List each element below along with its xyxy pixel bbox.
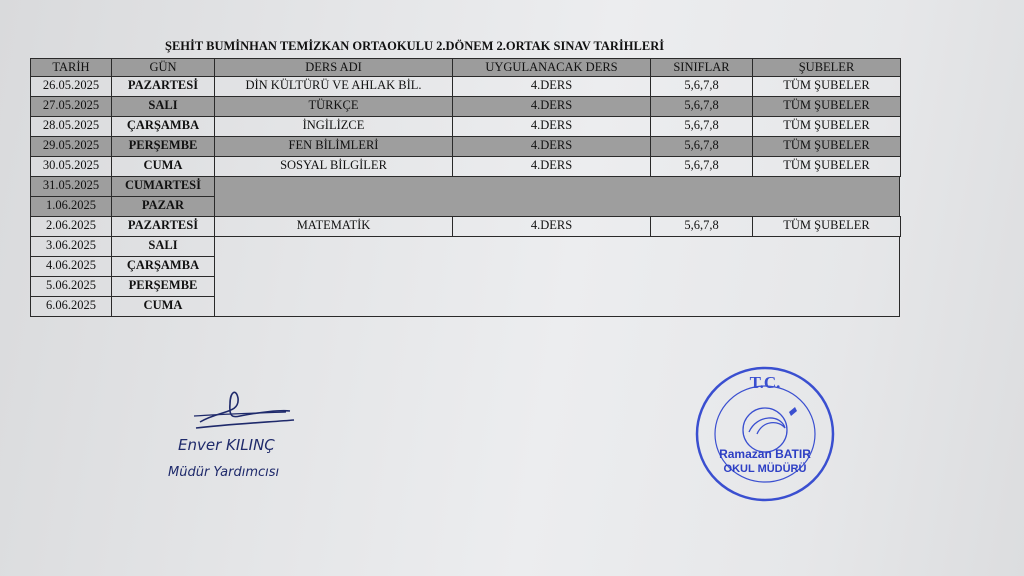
day-cell: PERŞEMBE [111,276,215,297]
classes-cell: 5,6,7,8 [650,96,753,117]
classes-cell: 5,6,7,8 [650,216,753,237]
stamp-name: Ramazan BATIR [719,447,811,461]
sections-cell: TÜM ŞUBELER [752,216,901,237]
date-cell: 2.06.2025 [30,216,112,237]
day-cell: PAZARTESİ [111,216,215,237]
day-cell: PERŞEMBE [111,136,215,157]
classes-cell: 5,6,7,8 [650,156,753,177]
date-cell: 1.06.2025 [30,196,112,217]
day-cell: CUMARTESİ [111,176,215,197]
day-cell: PAZAR [111,196,215,217]
period-cell: 4.DERS [452,216,651,237]
date-cell: 30.05.2025 [30,156,112,177]
period-cell: 4.DERS [452,156,651,177]
column-header: UYGULANACAK DERS [452,58,651,77]
exam-schedule-table [30,58,900,318]
period-cell: 4.DERS [452,96,651,117]
document-title: ŞEHİT BUMİNHAN TEMİZKAN ORTAOKULU 2.DÖNEM 2.ORTAK SINAV TARİHLERİ [165,39,665,53]
column-header: DERS ADI [214,58,453,77]
date-cell: 26.05.2025 [30,76,112,97]
column-header: SINIFLAR [650,58,753,77]
period-cell: 4.DERS [452,76,651,97]
day-cell: PAZARTESİ [111,76,215,97]
sections-cell: TÜM ŞUBELER [752,76,901,97]
course-cell: TÜRKÇE [214,96,453,117]
date-cell: 27.05.2025 [30,96,112,117]
classes-cell: 5,6,7,8 [650,76,753,97]
date-cell: 5.06.2025 [30,276,112,297]
day-cell: ÇARŞAMBA [111,116,215,137]
day-cell: CUMA [111,296,215,317]
course-cell: FEN BİLİMLERİ [214,136,453,157]
column-header: GÜN [111,58,215,77]
sections-cell: TÜM ŞUBELER [752,156,901,177]
classes-cell: 5,6,7,8 [650,136,753,157]
date-cell: 28.05.2025 [30,116,112,137]
sections-cell: TÜM ŞUBELER [752,96,901,117]
column-header: TARİH [30,58,112,77]
day-cell: SALI [111,236,215,257]
course-cell: İNGİLİZCE [214,116,453,137]
handwritten-signature [160,380,320,490]
signature-name: Enver KILINÇ [178,436,275,454]
sections-cell: TÜM ŞUBELER [752,136,901,157]
signature-role: Müdür Yardımcısı [168,465,280,480]
date-cell: 29.05.2025 [30,136,112,157]
column-header: ŞUBELER [752,58,901,77]
period-cell: 4.DERS [452,136,651,157]
day-cell: CUMA [111,156,215,177]
course-cell: SOSYAL BİLGİLER [214,156,453,177]
weekend-band [214,176,900,217]
empty-area [214,236,900,317]
course-cell: MATEMATİK [214,216,453,237]
date-cell: 4.06.2025 [30,256,112,277]
course-cell: DİN KÜLTÜRÜ VE AHLAK BİL. [214,76,453,97]
date-cell: 3.06.2025 [30,236,112,257]
stamp-top-text: T.C. [749,373,781,392]
sections-cell: TÜM ŞUBELER [752,116,901,137]
official-stamp [693,362,838,507]
classes-cell: 5,6,7,8 [650,116,753,137]
period-cell: 4.DERS [452,116,651,137]
day-cell: ÇARŞAMBA [111,256,215,277]
day-cell: SALI [111,96,215,117]
stamp-role: OKUL MÜDÜRÜ [723,463,807,475]
date-cell: 6.06.2025 [30,296,112,317]
date-cell: 31.05.2025 [30,176,112,197]
